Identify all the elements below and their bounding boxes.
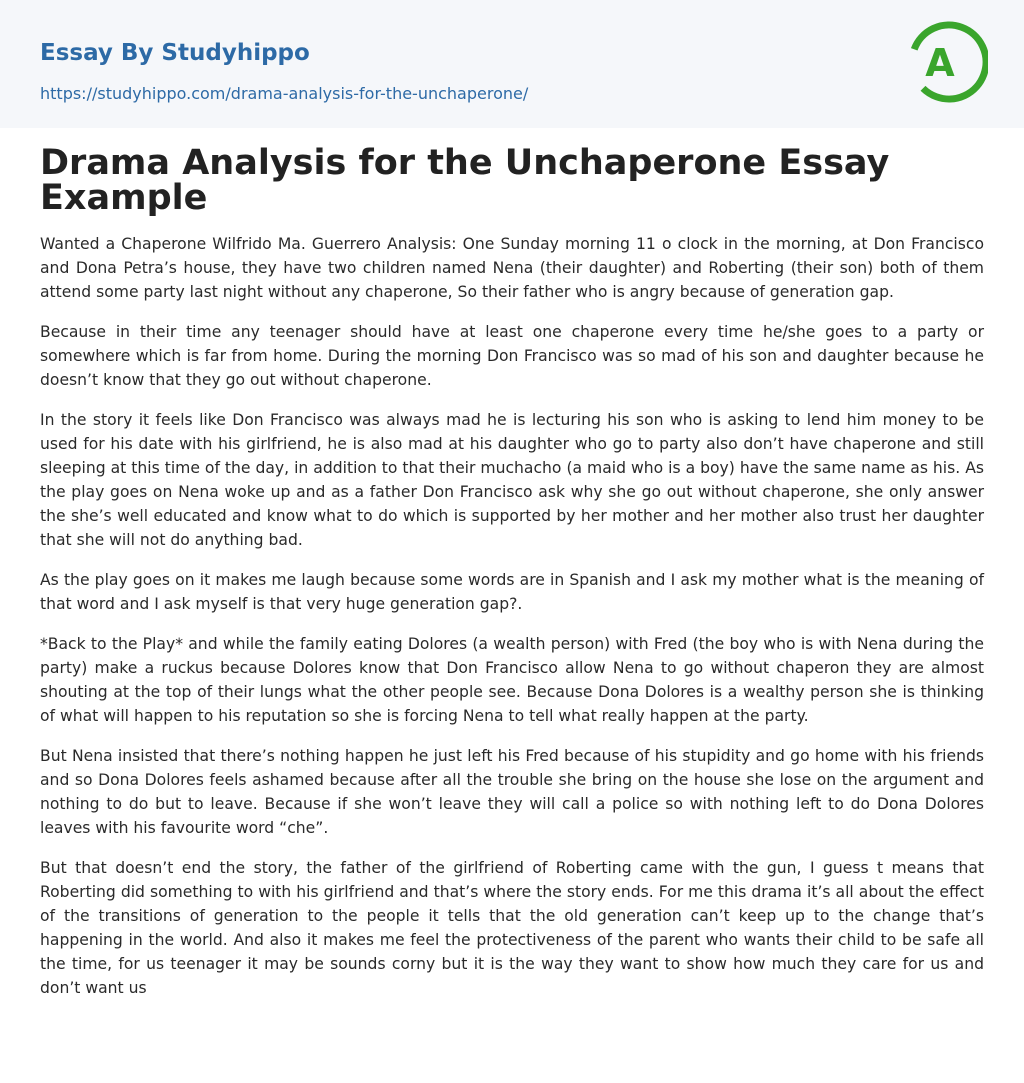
article-paragraph: But that doesn’t end the story, the father of the girlfriend of Roberting came with the gun, I guess t means that Roberting did something to with his girlfriend and that’s where the story ends. For me this drama it’s all about the effect of the transitions of generation to the people it tells that the old generation can’t keep up to the change that’s happening in the world. And also it makes me feel the protectiveness of the parent who wants their child to be safe all the time, for us teenager it may be sounds corny but it is the way they want to show how much they care for us and don’t want us (40, 859, 984, 997)
article-paragraph: But Nena insisted that there’s nothing happen he just left his Fred because of his stupidity and go home with his friends and so Dona Dolores feels ashamed because after all the trouble she bring on the house she lose on the argument and nothing to do but to leave. Because if she won’t leave they will call a police so with nothing left to do Dona Dolores leaves with his favourite word “che”. (40, 747, 984, 837)
article-paragraph: Wanted a Chaperone Wilfrido Ma. Guerrero Analysis: One Sunday morning 11 o clock in the morning, at Don Francisco and Dona Petra’s house, they have two children named Nena (their daughter) and Roberting (their son) both of them attend some party last night without any chaperone, So their father who is angry because of generation gap. (40, 235, 984, 301)
article-paragraph: As the play goes on it makes me laugh because some words are in Spanish and I ask my mother what is the meaning of that word and I ask myself is that very huge generation gap?. (40, 571, 984, 613)
article-paragraph: Because in their time any teenager should have at least one chaperone every time he/she goes to a party or somewhere which is far from home. During the morning Don Francisco was so mad of his son and daughter because he doesn’t know that they go out without chaperone. (40, 323, 984, 389)
studyhippo-logo-icon[interactable] (910, 18, 988, 106)
article-title: Drama Analysis for the Unchaperone Essay Example (40, 143, 890, 218)
page-url-link[interactable]: https://studyhippo.com/drama-analysis-for-the-unchaperone/ (40, 84, 529, 103)
article (0, 143, 1024, 1000)
logo-letter: A (925, 41, 955, 85)
article-paragraph: In the story it feels like Don Francisco was always mad he is lecturing his son who is asking to lend him money to be used for his date with his girlfriend, he is also mad at his daughter who go to party also don’t have chaperone and still sleeping at this time of the day, in addition to that their muchacho (a maid who is a boy) have the same name as his. As the play goes on Nena woke up and as a father Don Francisco ask why she go out without chaperone, she only answer the she’s well educated and know what to do which is supported by her mother and her mother also trust her daughter that she will not do anything bad. (40, 411, 984, 549)
article-paragraph: *Back to the Play* and while the family eating Dolores (a wealth person) with Fred (the boy who is with Nena during the party) make a ruckus because Dolores know that Don Francisco allow Nena to go without chaperon they are almost shouting at the top of their lungs what the other people see. Because Dona Dolores is a wealthy person she is thinking of what will happen to his reputation so she is forcing Nena to tell what really happen at the party. (40, 635, 984, 725)
site-brand[interactable]: Essay By Studyhippo (40, 40, 310, 66)
site-header (0, 0, 1024, 128)
article-body (40, 232, 984, 1000)
